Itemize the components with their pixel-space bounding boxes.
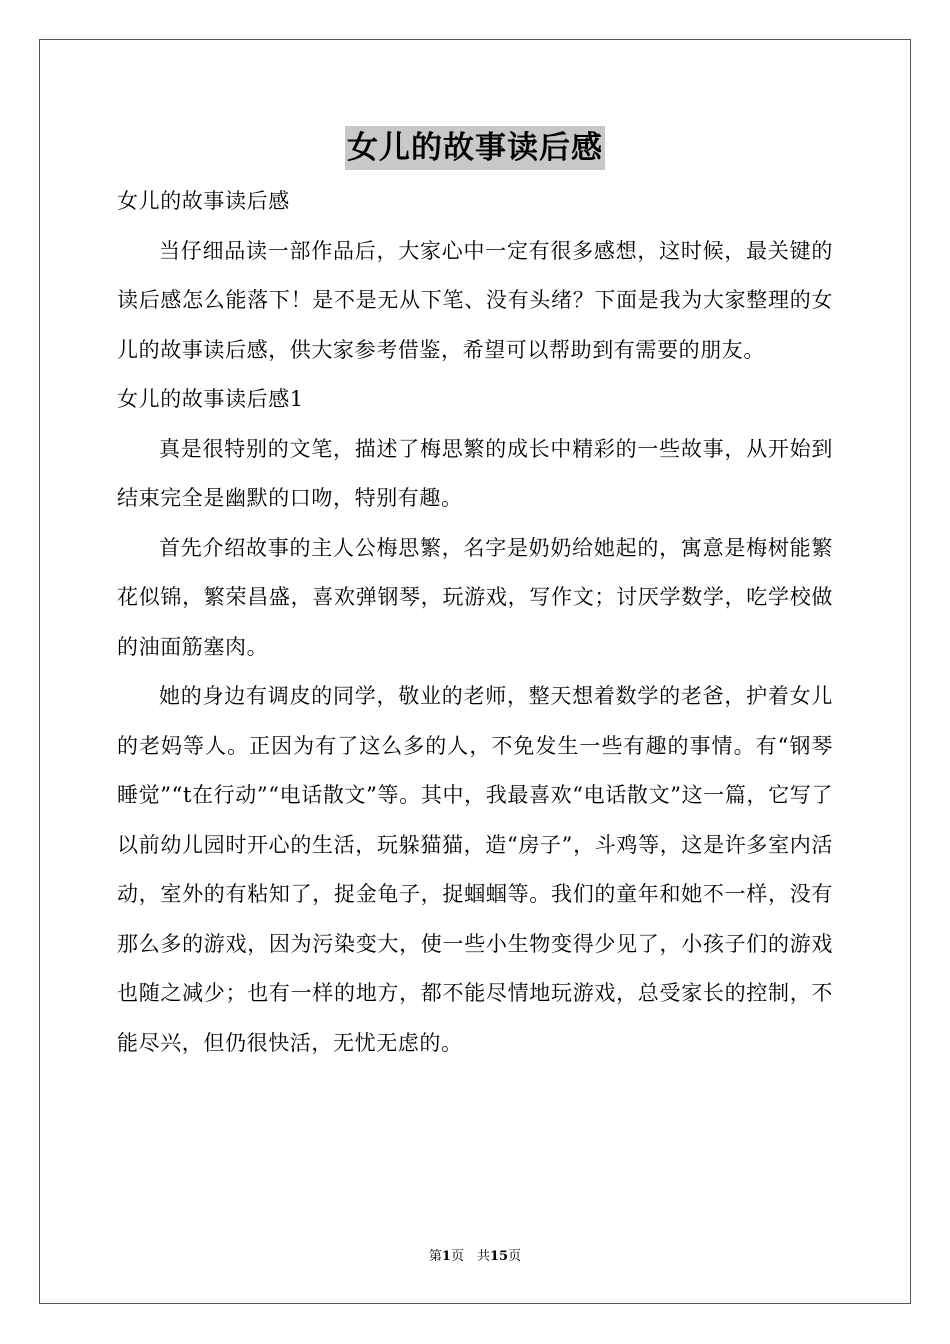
title-wrap (0, 126, 950, 170)
body-paragraph: 她的身边有调皮的同学，敬业的老师，整天想着数学的老爸，护着女儿的老妈等人。正因为有了这么多的人，不免发生一些有趣的事情。有“钢琴睡觉”“t在行动”“电话散文”等。其中，我最喜欢“电话散文”这一篇，它写了以前幼儿园时开心的生活，玩躲猫猫，造“房子”，斗鸡等，这是许多室内活动，室外的有粘知了，捉金龟子，捉蝈蝈等。我们的童年和她不一样，没有那么多的游戏，因为污染变大，使一些小生物变得少见了，小孩子们的游戏也随之减少；也有一样的地方，都不能尽情地玩游戏，总受家长的控制，不能尽兴，但仍很快活，无忧无虑的。 (117, 684, 833, 1055)
footer-mid: 页 共 (450, 1249, 490, 1264)
body-paragraph: 首先介绍故事的主人公梅思繁，名字是奶奶给她起的，寓意是梅树能繁花似锦，繁荣昌盛，喜欢弹钢琴，玩游戏，写作文；讨厌学数学，吃学校做的油面筋塞肉。 (117, 535, 833, 659)
total-page-number: 15 (489, 1249, 509, 1264)
intro-paragraph: 当仔细品读一部作品后，大家心中一定有很多感想，这时候，最关键的读后感怎么能落下！是不是无从下笔、没有头绪？下面是我为大家整理的女儿的故事读后感，供大家参考借鉴，希望可以帮助到有需要的朋友。 (117, 238, 833, 362)
page-footer (0, 1247, 950, 1267)
document-title: 女儿的故事读后感 (345, 126, 605, 170)
section-heading: 女儿的故事读后感1 (117, 387, 304, 411)
footer-suffix: 页 (508, 1249, 522, 1264)
footer-prefix: 第 (428, 1249, 442, 1264)
body-paragraph: 真是很特别的文笔，描述了梅思繁的成长中精彩的一些故事，从开始到结束完全是幽默的口吻，特别有趣。 (117, 436, 833, 510)
subtitle-line: 女儿的故事读后感 (117, 189, 290, 213)
document-body (117, 177, 833, 1068)
current-page-number: 1 (441, 1249, 451, 1264)
